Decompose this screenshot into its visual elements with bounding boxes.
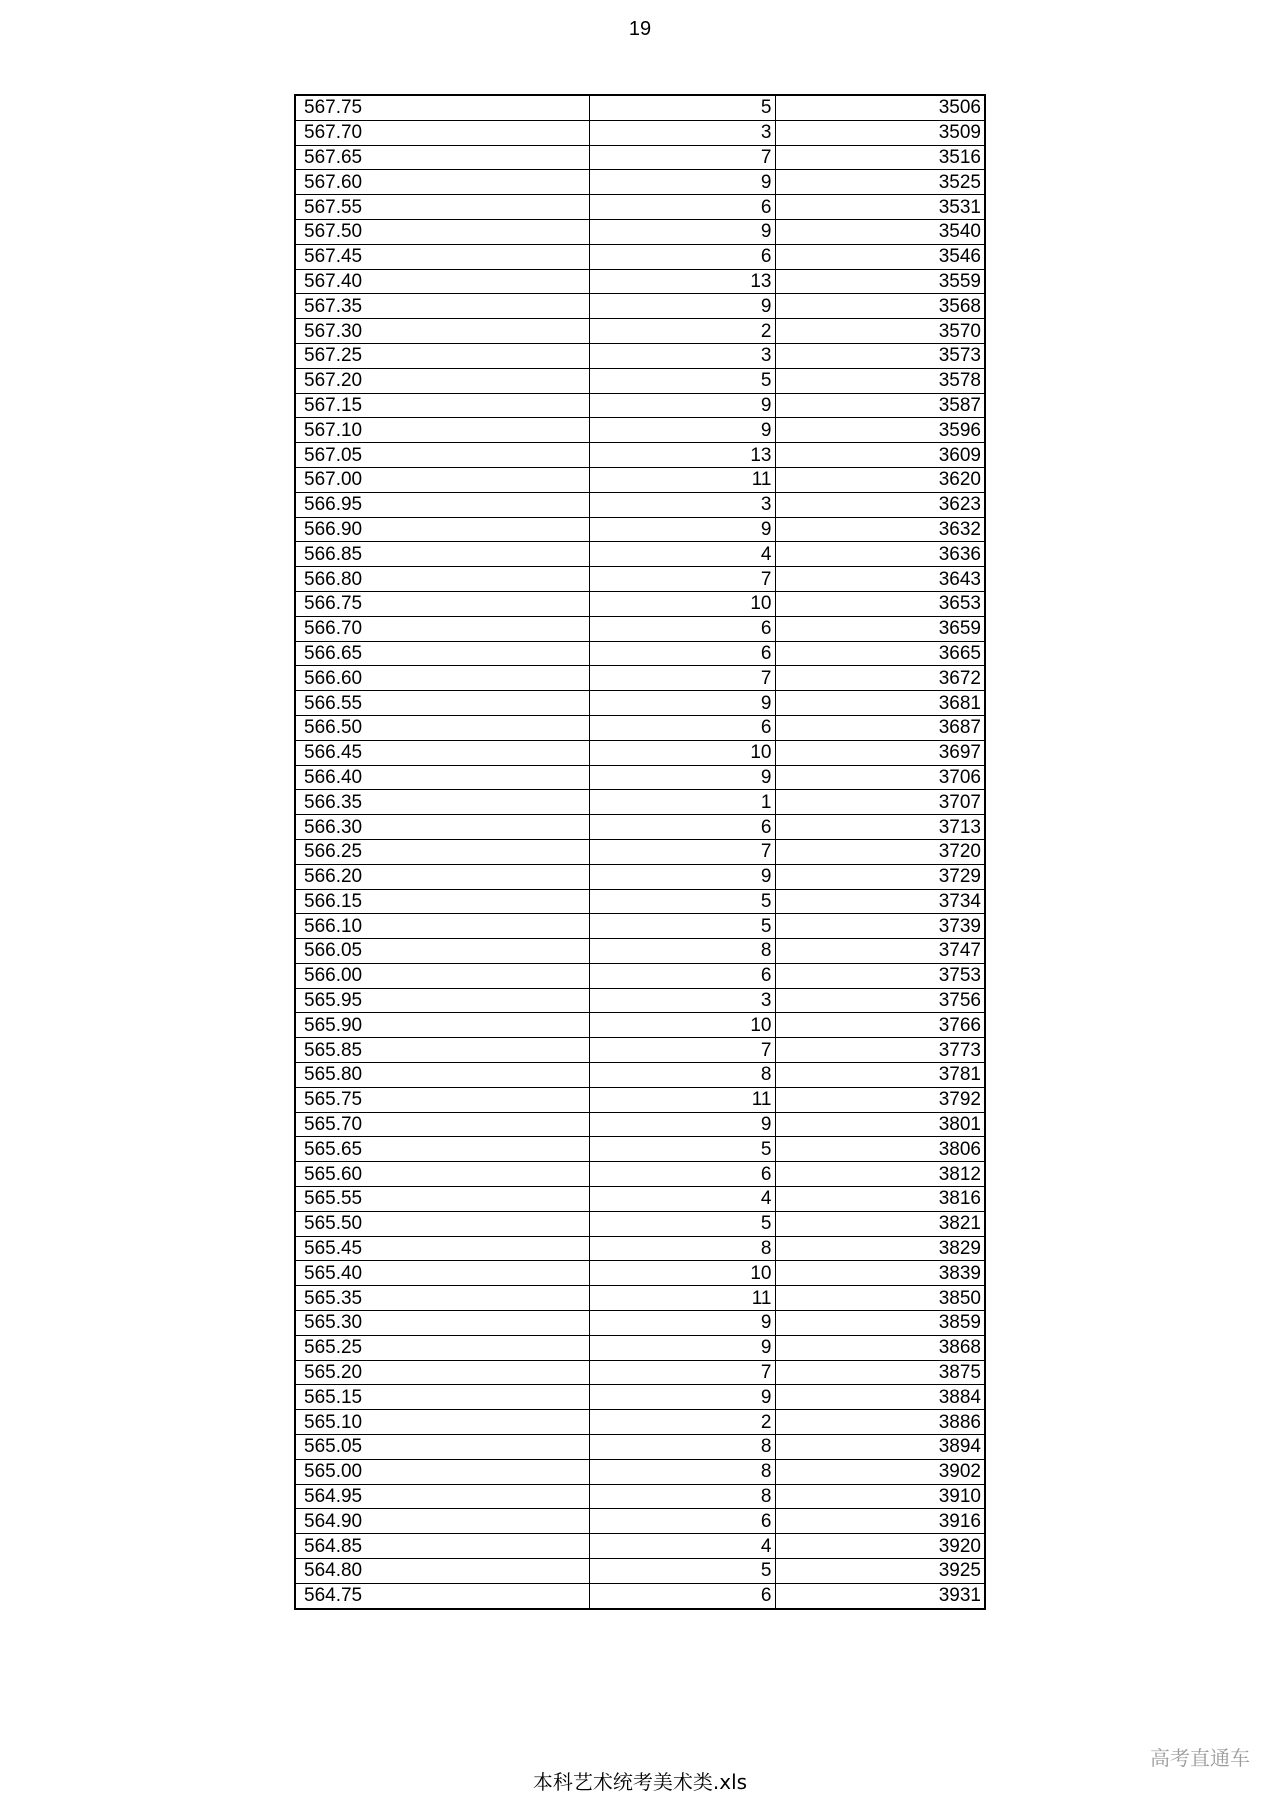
- score-cell: 566.85: [295, 542, 589, 567]
- table-row: [295, 393, 985, 418]
- count-cell: 7: [589, 567, 775, 592]
- table-row: [295, 319, 985, 344]
- table-row: [295, 418, 985, 443]
- score-cell: 566.75: [295, 591, 589, 616]
- table-row: [295, 294, 985, 319]
- table-row: [295, 641, 985, 666]
- cumulative-count-cell: 3931: [775, 1583, 985, 1608]
- cumulative-count-cell: 3713: [775, 815, 985, 840]
- table-row: [295, 145, 985, 170]
- cumulative-count-cell: 3875: [775, 1360, 985, 1385]
- score-cell: 565.75: [295, 1087, 589, 1112]
- count-cell: 9: [589, 1112, 775, 1137]
- cumulative-count-cell: 3816: [775, 1187, 985, 1212]
- count-cell: 5: [589, 1559, 775, 1584]
- cumulative-count-cell: 3623: [775, 492, 985, 517]
- count-cell: 3: [589, 988, 775, 1013]
- cumulative-count-cell: 3620: [775, 467, 985, 492]
- cumulative-count-cell: 3506: [775, 95, 985, 120]
- cumulative-count-cell: 3672: [775, 666, 985, 691]
- page-number: 19: [628, 18, 652, 40]
- score-cell: 567.25: [295, 343, 589, 368]
- table-row: [295, 1360, 985, 1385]
- table-row: [295, 1509, 985, 1534]
- count-cell: 4: [589, 542, 775, 567]
- cumulative-count-cell: 3756: [775, 988, 985, 1013]
- cumulative-count-cell: 3734: [775, 889, 985, 914]
- cumulative-count-cell: 3707: [775, 790, 985, 815]
- table-row: [295, 1484, 985, 1509]
- count-cell: 1: [589, 790, 775, 815]
- table-row: [295, 1162, 985, 1187]
- table-row: [295, 443, 985, 468]
- table-row: [295, 1137, 985, 1162]
- table-row: [295, 765, 985, 790]
- count-cell: 13: [589, 269, 775, 294]
- cumulative-count-cell: 3587: [775, 393, 985, 418]
- table-row: [295, 1311, 985, 1336]
- score-cell: 564.80: [295, 1559, 589, 1584]
- cumulative-count-cell: 3801: [775, 1112, 985, 1137]
- score-cell: 565.15: [295, 1385, 589, 1410]
- table-row: [295, 591, 985, 616]
- cumulative-count-cell: 3525: [775, 170, 985, 195]
- score-cell: 566.40: [295, 765, 589, 790]
- cumulative-count-cell: 3781: [775, 1063, 985, 1088]
- footer-filename: 本科艺术统考美术类.xls: [532, 1770, 748, 1794]
- count-cell: 10: [589, 740, 775, 765]
- cumulative-count-cell: 3868: [775, 1335, 985, 1360]
- count-cell: 4: [589, 1534, 775, 1559]
- cumulative-count-cell: 3720: [775, 839, 985, 864]
- count-cell: 11: [589, 1286, 775, 1311]
- score-cell: 565.90: [295, 1013, 589, 1038]
- score-cell: 566.45: [295, 740, 589, 765]
- table-row: [295, 1559, 985, 1584]
- score-cell: 565.55: [295, 1187, 589, 1212]
- count-cell: 9: [589, 294, 775, 319]
- cumulative-count-cell: 3659: [775, 616, 985, 641]
- score-cell: 567.65: [295, 145, 589, 170]
- count-cell: 3: [589, 492, 775, 517]
- count-cell: 8: [589, 1236, 775, 1261]
- cumulative-count-cell: 3570: [775, 319, 985, 344]
- score-cell: 567.15: [295, 393, 589, 418]
- table-row: [295, 1534, 985, 1559]
- table-row: [295, 170, 985, 195]
- count-cell: 2: [589, 319, 775, 344]
- count-cell: 9: [589, 170, 775, 195]
- score-cell: 566.95: [295, 492, 589, 517]
- table-row: [295, 517, 985, 542]
- score-cell: 567.75: [295, 95, 589, 120]
- cumulative-count-cell: 3916: [775, 1509, 985, 1534]
- count-cell: 4: [589, 1187, 775, 1212]
- cumulative-count-cell: 3792: [775, 1087, 985, 1112]
- cumulative-count-cell: 3568: [775, 294, 985, 319]
- count-cell: 7: [589, 1360, 775, 1385]
- count-cell: 7: [589, 666, 775, 691]
- score-cell: 565.30: [295, 1311, 589, 1336]
- count-cell: 9: [589, 219, 775, 244]
- table-row: [295, 864, 985, 889]
- score-cell: 564.95: [295, 1484, 589, 1509]
- count-cell: 9: [589, 1311, 775, 1336]
- count-cell: 5: [589, 95, 775, 120]
- score-cell: 564.75: [295, 1583, 589, 1608]
- table-row: [295, 1211, 985, 1236]
- count-cell: 6: [589, 815, 775, 840]
- count-cell: 9: [589, 418, 775, 443]
- table-row: [295, 963, 985, 988]
- cumulative-count-cell: 3886: [775, 1410, 985, 1435]
- cumulative-count-cell: 3546: [775, 244, 985, 269]
- cumulative-count-cell: 3697: [775, 740, 985, 765]
- cumulative-count-cell: 3706: [775, 765, 985, 790]
- table-row: [295, 1013, 985, 1038]
- cumulative-count-cell: 3806: [775, 1137, 985, 1162]
- count-cell: 11: [589, 467, 775, 492]
- table-row: [295, 691, 985, 716]
- count-cell: 6: [589, 195, 775, 220]
- count-cell: 9: [589, 864, 775, 889]
- cumulative-count-cell: 3559: [775, 269, 985, 294]
- score-cell: 565.35: [295, 1286, 589, 1311]
- cumulative-count-cell: 3665: [775, 641, 985, 666]
- score-cell: 565.80: [295, 1063, 589, 1088]
- table-row: [295, 839, 985, 864]
- score-cell: 567.45: [295, 244, 589, 269]
- cumulative-count-cell: 3920: [775, 1534, 985, 1559]
- cumulative-count-cell: 3681: [775, 691, 985, 716]
- cumulative-count-cell: 3632: [775, 517, 985, 542]
- table-row: [295, 914, 985, 939]
- score-cell: 566.80: [295, 567, 589, 592]
- score-cell: 566.30: [295, 815, 589, 840]
- cumulative-count-cell: 3573: [775, 343, 985, 368]
- score-cell: 567.70: [295, 120, 589, 145]
- table-row: [295, 567, 985, 592]
- score-cell: 565.40: [295, 1261, 589, 1286]
- count-cell: 8: [589, 939, 775, 964]
- cumulative-count-cell: 3609: [775, 443, 985, 468]
- table-row: [295, 368, 985, 393]
- table-row: [295, 715, 985, 740]
- cumulative-count-cell: 3894: [775, 1435, 985, 1460]
- cumulative-count-cell: 3753: [775, 963, 985, 988]
- count-cell: 5: [589, 368, 775, 393]
- score-cell: 567.30: [295, 319, 589, 344]
- score-cell: 565.10: [295, 1410, 589, 1435]
- cumulative-count-cell: 3540: [775, 219, 985, 244]
- cumulative-count-cell: 3884: [775, 1385, 985, 1410]
- table-row: [295, 492, 985, 517]
- count-cell: 6: [589, 1509, 775, 1534]
- cumulative-count-cell: 3729: [775, 864, 985, 889]
- cumulative-count-cell: 3643: [775, 567, 985, 592]
- count-cell: 6: [589, 1583, 775, 1608]
- score-cell: 566.55: [295, 691, 589, 716]
- cumulative-count-cell: 3850: [775, 1286, 985, 1311]
- score-cell: 566.00: [295, 963, 589, 988]
- table-row: [295, 1435, 985, 1460]
- score-cell: 567.10: [295, 418, 589, 443]
- count-cell: 10: [589, 1261, 775, 1286]
- table-row: [295, 815, 985, 840]
- cumulative-count-cell: 3829: [775, 1236, 985, 1261]
- count-cell: 11: [589, 1087, 775, 1112]
- table-row: [295, 1112, 985, 1137]
- score-cell: 566.70: [295, 616, 589, 641]
- score-cell: 565.20: [295, 1360, 589, 1385]
- table-row: [295, 1236, 985, 1261]
- table-row: [295, 1187, 985, 1212]
- score-cell: 566.20: [295, 864, 589, 889]
- score-table-body: [295, 95, 985, 1609]
- score-cell: 566.65: [295, 641, 589, 666]
- table-row: [295, 1063, 985, 1088]
- score-cell: 567.05: [295, 443, 589, 468]
- table-row: [295, 219, 985, 244]
- cumulative-count-cell: 3653: [775, 591, 985, 616]
- score-cell: 565.50: [295, 1211, 589, 1236]
- count-cell: 7: [589, 1038, 775, 1063]
- count-cell: 2: [589, 1410, 775, 1435]
- score-cell: 565.85: [295, 1038, 589, 1063]
- score-cell: 567.35: [295, 294, 589, 319]
- count-cell: 8: [589, 1459, 775, 1484]
- table-row: [295, 740, 985, 765]
- count-cell: 10: [589, 1013, 775, 1038]
- table-row: [295, 269, 985, 294]
- table-row: [295, 1286, 985, 1311]
- score-cell: 564.90: [295, 1509, 589, 1534]
- score-cell: 566.90: [295, 517, 589, 542]
- cumulative-count-cell: 3509: [775, 120, 985, 145]
- score-cell: 567.00: [295, 467, 589, 492]
- cumulative-count-cell: 3859: [775, 1311, 985, 1336]
- count-cell: 3: [589, 120, 775, 145]
- score-cell: 566.60: [295, 666, 589, 691]
- score-cell: 566.50: [295, 715, 589, 740]
- count-cell: 7: [589, 145, 775, 170]
- score-cell: 564.85: [295, 1534, 589, 1559]
- table-row: [295, 1335, 985, 1360]
- count-cell: 9: [589, 393, 775, 418]
- cumulative-count-cell: 3821: [775, 1211, 985, 1236]
- table-row: [295, 1038, 985, 1063]
- table-row: [295, 195, 985, 220]
- score-cell: 566.10: [295, 914, 589, 939]
- table-row: [295, 343, 985, 368]
- count-cell: 6: [589, 963, 775, 988]
- count-cell: 9: [589, 1335, 775, 1360]
- score-table: [294, 94, 986, 1610]
- cumulative-count-cell: 3531: [775, 195, 985, 220]
- cumulative-count-cell: 3578: [775, 368, 985, 393]
- score-cell: 566.15: [295, 889, 589, 914]
- cumulative-count-cell: 3925: [775, 1559, 985, 1584]
- table-row: [295, 939, 985, 964]
- cumulative-count-cell: 3766: [775, 1013, 985, 1038]
- score-cell: 565.00: [295, 1459, 589, 1484]
- cumulative-count-cell: 3596: [775, 418, 985, 443]
- score-cell: 567.60: [295, 170, 589, 195]
- table-row: [295, 616, 985, 641]
- count-cell: 8: [589, 1063, 775, 1088]
- table-row: [295, 244, 985, 269]
- count-cell: 13: [589, 443, 775, 468]
- watermark: 高考直通车: [1150, 1746, 1250, 1770]
- count-cell: 6: [589, 1162, 775, 1187]
- cumulative-count-cell: 3516: [775, 145, 985, 170]
- count-cell: 5: [589, 914, 775, 939]
- cumulative-count-cell: 3902: [775, 1459, 985, 1484]
- table-row: [295, 1583, 985, 1608]
- table-row: [295, 1261, 985, 1286]
- count-cell: 8: [589, 1435, 775, 1460]
- score-cell: 565.45: [295, 1236, 589, 1261]
- score-cell: 565.70: [295, 1112, 589, 1137]
- score-cell: 567.50: [295, 219, 589, 244]
- score-cell: 565.65: [295, 1137, 589, 1162]
- count-cell: 6: [589, 641, 775, 666]
- table-row: [295, 1385, 985, 1410]
- table-row: [295, 1410, 985, 1435]
- table-row: [295, 467, 985, 492]
- count-cell: 9: [589, 691, 775, 716]
- count-cell: 9: [589, 1385, 775, 1410]
- table-row: [295, 542, 985, 567]
- cumulative-count-cell: 3839: [775, 1261, 985, 1286]
- cumulative-count-cell: 3636: [775, 542, 985, 567]
- score-cell: 565.25: [295, 1335, 589, 1360]
- count-cell: 9: [589, 765, 775, 790]
- count-cell: 6: [589, 715, 775, 740]
- count-cell: 5: [589, 1137, 775, 1162]
- count-cell: 6: [589, 616, 775, 641]
- score-cell: 565.60: [295, 1162, 589, 1187]
- table-row: [295, 666, 985, 691]
- score-cell: 566.35: [295, 790, 589, 815]
- table-row: [295, 988, 985, 1013]
- count-cell: 7: [589, 839, 775, 864]
- score-cell: 566.25: [295, 839, 589, 864]
- score-cell: 567.55: [295, 195, 589, 220]
- table-row: [295, 790, 985, 815]
- cumulative-count-cell: 3910: [775, 1484, 985, 1509]
- score-cell: 567.40: [295, 269, 589, 294]
- score-cell: 567.20: [295, 368, 589, 393]
- cumulative-count-cell: 3812: [775, 1162, 985, 1187]
- count-cell: 8: [589, 1484, 775, 1509]
- table-row: [295, 889, 985, 914]
- table-row: [295, 95, 985, 120]
- table-row: [295, 1087, 985, 1112]
- count-cell: 9: [589, 517, 775, 542]
- count-cell: 6: [589, 244, 775, 269]
- cumulative-count-cell: 3687: [775, 715, 985, 740]
- count-cell: 3: [589, 343, 775, 368]
- count-cell: 5: [589, 1211, 775, 1236]
- table-row: [295, 120, 985, 145]
- cumulative-count-cell: 3747: [775, 939, 985, 964]
- count-cell: 10: [589, 591, 775, 616]
- score-cell: 566.05: [295, 939, 589, 964]
- cumulative-count-cell: 3739: [775, 914, 985, 939]
- table-row: [295, 1459, 985, 1484]
- cumulative-count-cell: 3773: [775, 1038, 985, 1063]
- score-cell: 565.95: [295, 988, 589, 1013]
- count-cell: 5: [589, 889, 775, 914]
- score-cell: 565.05: [295, 1435, 589, 1460]
